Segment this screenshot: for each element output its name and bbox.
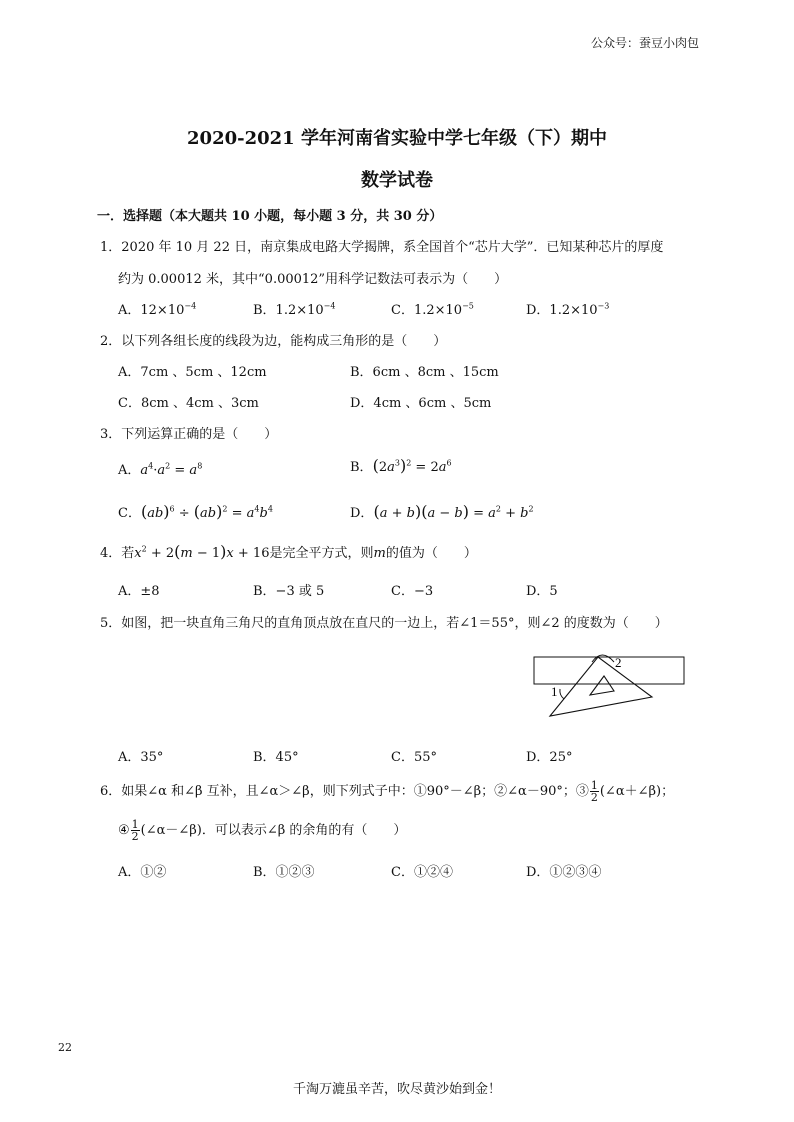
footer-motto: 千淘万漉虽辛苦，吹尽黄沙始到金！ xyxy=(292,1082,501,1097)
q6-fraction-half-2: $\frac{1}{2}$ xyxy=(131,818,139,843)
q6-option-b: B．①②③ xyxy=(253,865,315,880)
q4-option-d: D．5 xyxy=(526,584,558,599)
q4-stem: 4．若$x^2 + 2(m - 1)x + 16$是完全平方式，则m的值为（ ） xyxy=(100,542,477,561)
q6-option-d: D．①②③④ xyxy=(526,865,602,880)
angle1-label: 1 xyxy=(551,684,558,699)
q1-line1: 1．2020 年 10 月 22 日，南京集成电路大学揭牌，系全国首个“芯片大学”．已知某种芯片的厚度 xyxy=(100,240,664,255)
q2-stem: 2．以下列各组长度的线段为边，能构成三角形的是（ ） xyxy=(100,334,447,349)
q2-option-d: D．4cm 、6cm 、5cm xyxy=(350,396,492,411)
section-heading: 一．选择题（本大题共 10 小题，每小题 3 分，共 30 分） xyxy=(97,209,443,224)
triangle-inner-hole xyxy=(590,676,614,695)
q6-line2: ④ $\frac{1}{2}$ (∠α－∠β)．可以表示∠β 的余角的有（ ） xyxy=(118,818,407,843)
exam-subtitle: 数学试卷 xyxy=(361,170,433,191)
ruler-shape xyxy=(534,657,684,684)
ruler-triangle-figure xyxy=(530,652,690,724)
q3-option-c: C．$(ab)^6 \div (ab)^2 = a^4b^4$ xyxy=(118,502,273,521)
q2-option-c: C．8cm 、4cm 、3cm xyxy=(118,396,259,411)
q4-option-c: C．−3 xyxy=(391,584,434,599)
q3-option-d: D．$(a + b)(a - b) = a^2 + b^2$ xyxy=(350,502,534,521)
angle1-arc xyxy=(560,689,564,699)
exam-title: 2020-2021 学年河南省实验中学七年级（下）期中 xyxy=(187,128,607,149)
page-number: 22 xyxy=(58,1041,72,1054)
angle2-label: 2 xyxy=(615,655,622,670)
q2-option-b: B．6cm 、8cm 、15cm xyxy=(350,365,499,380)
header-account: 公众号：蚕豆小肉包 xyxy=(590,36,699,50)
q6-option-c: C．①②④ xyxy=(391,865,453,880)
q2-option-a: A．7cm 、5cm 、12cm xyxy=(118,365,267,380)
q4-option-b: B．−3 或 5 xyxy=(253,584,325,599)
q5-option-b: B．45° xyxy=(253,750,299,765)
q1-option-b: B．$1.2\times 10^{-4}$ xyxy=(253,301,336,318)
q3-stem: 3．下列运算正确的是（ ） xyxy=(100,427,278,442)
triangle-shape xyxy=(550,657,652,716)
q5-option-c: C．55° xyxy=(391,750,437,765)
q1-line2: 约为 0.00012 米，其中“0.00012”用科学记数法可表示为（ ） xyxy=(118,272,508,287)
q1-option-a: A．$12\times 10^{-4}$ xyxy=(118,301,197,318)
q5-stem: 5．如图，把一块直角三角尺的直角顶点放在直尺的一边上，若∠1＝55°，则∠2 的度数为（ ） xyxy=(100,616,668,631)
q3-option-b: B．$(2a^3)^2 = 2a^6$ xyxy=(350,456,452,475)
q6-line1: 6．如果∠α 和∠β 互补，且∠α＞∠β，则下列式子中：①90°－∠β；②∠α－90°；③ $\frac{1}{2}$ (∠α＋∠β)； xyxy=(100,779,675,804)
q6-fraction-half: $\frac{1}{2}$ xyxy=(590,779,598,804)
q1-option-d: D．$1.2\times 10^{-3}$ xyxy=(526,301,610,318)
q5-option-a: A．35° xyxy=(118,750,164,765)
q5-option-d: D．25° xyxy=(526,750,573,765)
q4-option-a: A．±8 xyxy=(118,584,160,599)
q1-option-c: C．$1.2\times 10^{-5}$ xyxy=(391,301,474,318)
q6-option-a: A．①② xyxy=(118,865,167,880)
q3-option-a: A．$a^4\cdot a^2 = a^8$ xyxy=(118,461,203,478)
